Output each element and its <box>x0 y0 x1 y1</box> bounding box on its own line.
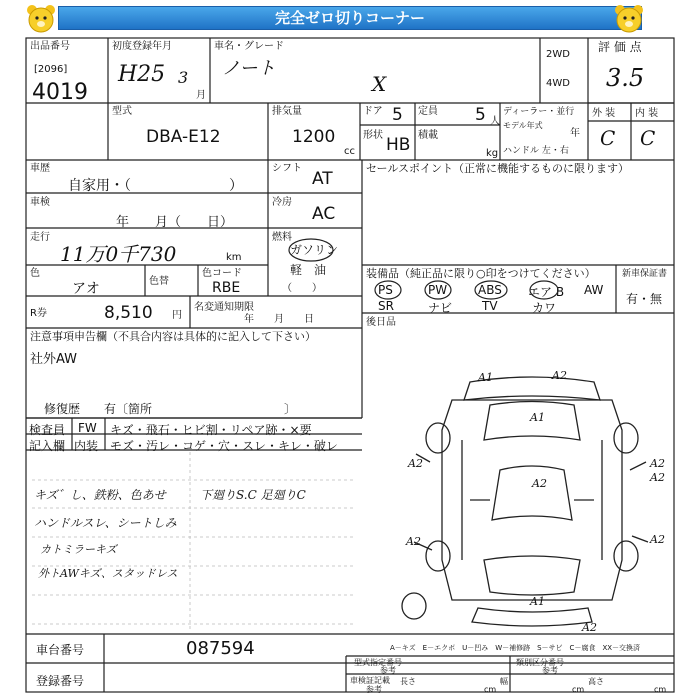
dealer-label: ディーラー・並行 <box>503 107 575 117</box>
listing-number: 4019 <box>32 80 88 105</box>
shape-label: 形状 <box>363 130 383 141</box>
type-cert-label: 型式指定番号 <box>354 658 402 667</box>
history-label: 車歴 <box>30 163 50 174</box>
damage-mark: A1 <box>478 371 493 384</box>
equip-sr: SR <box>378 299 394 313</box>
equip-airbag: エア B <box>528 285 565 299</box>
load-unit: kg <box>486 148 499 159</box>
car-name-label: 車名・グレード <box>214 41 284 52</box>
vehicle-cert-reference: 参考 <box>366 685 382 694</box>
handwritten-note-5: 外トAWキズ、スタッドレス <box>38 567 178 580</box>
name-notice-value: 年 月 日 <box>244 314 314 325</box>
registration-month: 3 <box>178 68 189 87</box>
height-label: 高さ <box>588 677 604 686</box>
month-unit: 月 <box>196 90 206 101</box>
displacement-label: 排気量 <box>272 106 302 117</box>
color-value: アオ <box>72 281 100 297</box>
load-label: 積載 <box>418 130 438 141</box>
inspection-value: 年 月（ 日） <box>116 215 234 230</box>
color-code-paren: （ ） <box>282 283 322 294</box>
color-change-label: 色替 <box>149 276 169 287</box>
recycle-value: 8,510 <box>104 303 153 323</box>
color-code-label: 色コード <box>202 268 242 279</box>
handwritten-note-4: カトミラーキズ <box>40 543 117 556</box>
shift-label: シフト <box>272 163 302 174</box>
damage-mark: A1 <box>530 595 545 608</box>
seats-label: 定員 <box>418 106 438 117</box>
handwritten-note-3: ハンドルスレ、シートしみ <box>34 516 177 530</box>
sales-point-label: セールスポイント（正常に機能するものに限ります） <box>366 162 630 175</box>
damage-legend: A－キズ E－エクボ U－凹み W－補修跡 S－サビ C－腐食 XX－交換済 <box>390 644 641 652</box>
equip-pw: PW <box>428 283 448 297</box>
damage-mark: A2 <box>408 457 423 470</box>
doors-value: 5 <box>392 105 403 125</box>
width-label: 幅 <box>500 677 508 686</box>
warranty-label: 新車保証書 <box>622 269 668 279</box>
damage-mark: A2 <box>406 535 421 548</box>
fuel-label: 燃料 <box>272 232 292 243</box>
equip-aw: AW <box>584 283 604 297</box>
yen-unit: 円 <box>172 310 182 321</box>
drive-4wd: 4WD <box>546 78 570 89</box>
fw-tag: FW <box>78 421 97 435</box>
equipment-label: 装備品（純正品に限り○印をつけてください） <box>366 267 596 280</box>
page-title-banner: 完全ゼロ切りコーナー <box>58 6 642 30</box>
seats-value: 5 <box>475 105 486 125</box>
shape-value: HB <box>386 135 411 155</box>
chassis-label: 車台番号 <box>36 643 85 657</box>
height-unit: cm <box>654 685 667 694</box>
model-year-label: モデル年式 <box>503 121 543 130</box>
interior-defect-items: モズ・汚レ・コゲ・穴・スレ・キレ・破レ <box>110 439 338 453</box>
cc-unit: cc <box>344 146 355 157</box>
mileage-value: 11万0千730 <box>60 242 177 266</box>
category-label: 類別区分番号 <box>516 658 564 667</box>
score-label: 評 価 点 <box>598 40 642 54</box>
damage-mark: A2 <box>650 533 665 546</box>
vehicle-cert-label: 車検証記載 <box>350 676 390 685</box>
car-grade: X <box>372 72 387 96</box>
damage-mark: A1 <box>530 411 545 424</box>
score-value: 3.5 <box>606 64 645 92</box>
fuel-gasoline: ガソリン <box>290 243 339 257</box>
seats-unit: 人 <box>490 116 500 127</box>
history-value: 自家用・（ ） <box>68 178 243 194</box>
equip-abs: ABS <box>478 283 502 297</box>
width-unit: cm <box>572 685 585 694</box>
damage-mark: A2 <box>650 457 665 470</box>
chassis-number: 087594 <box>186 638 255 659</box>
interior-tag: 内装 <box>74 439 99 453</box>
length-label: 長さ <box>400 677 416 686</box>
warranty-value: 有・無 <box>626 292 663 306</box>
damage-mark: A2 <box>552 369 567 382</box>
exterior-grade: C <box>600 126 616 150</box>
color-code-value: RBE <box>212 280 241 296</box>
length-unit: cm <box>484 685 497 694</box>
km-unit: km <box>226 252 242 263</box>
handwritten-note-2: 下廻りS.C 足廻りC <box>200 488 306 502</box>
interior-label: 内 装 <box>635 108 659 119</box>
model-label: 型式 <box>112 106 132 117</box>
ac-label: 冷房 <box>272 197 292 208</box>
caution-label: 注意事項申告欄（不具合内容は具体的に記入して下さい） <box>30 330 316 343</box>
mileage-label: 走行 <box>30 232 50 243</box>
recycle-label: R券 <box>30 308 47 319</box>
handle-label: ハンドル 左・右 <box>503 146 569 156</box>
model-value: DBA-E12 <box>146 127 221 147</box>
car-name: ノート <box>222 58 276 79</box>
handwritten-note-1: キズ゛し、鉄粉、色あせ <box>34 488 166 502</box>
damage-mark: A2 <box>532 477 547 490</box>
doors-label: ドア <box>363 106 383 117</box>
displacement-value: 1200 <box>292 127 336 147</box>
exterior-label: 外 装 <box>592 108 616 119</box>
plate-label: 登録番号 <box>36 674 85 688</box>
entry-label: 記入欄 <box>29 439 66 453</box>
type-cert-reference: 参考 <box>380 666 396 675</box>
equip-tv: TV <box>482 299 498 313</box>
shift-value: AT <box>312 169 333 189</box>
category-reference: 参考 <box>542 666 558 675</box>
inspector-label: 検査員 <box>29 423 66 437</box>
damage-mark: A2 <box>650 471 665 484</box>
listing-sub-number: [2096] <box>34 64 68 75</box>
equip-navi: ナビ <box>428 301 453 315</box>
registration-year: H25 <box>118 62 166 87</box>
color-label: 色 <box>30 268 40 279</box>
year-unit: 年 <box>570 128 580 139</box>
drive-2wd: 2WD <box>546 49 570 60</box>
inspection-label: 車検 <box>30 197 50 208</box>
caution-value: 社外AW <box>30 352 78 367</box>
interior-grade: C <box>640 126 656 150</box>
damage-mark: A2 <box>582 621 597 634</box>
fw-defect-items: キズ・飛石・ヒビ割・リペア跡・×要 <box>110 423 312 437</box>
first-registration-label: 初度登録年月 <box>112 41 172 52</box>
repair-history-label: 修復歴 有〔箇所 〕 <box>44 402 297 416</box>
ac-value: AC <box>312 204 336 224</box>
equip-leather: カワ <box>532 301 557 315</box>
equip-ps: PS <box>378 283 393 297</box>
fuel-diesel: 軽 油 <box>290 263 327 277</box>
after-items-label: 後日品 <box>366 317 396 328</box>
name-notice-label: 名変通知期限 <box>194 302 254 313</box>
listing-number-label: 出品番号 <box>30 41 70 52</box>
